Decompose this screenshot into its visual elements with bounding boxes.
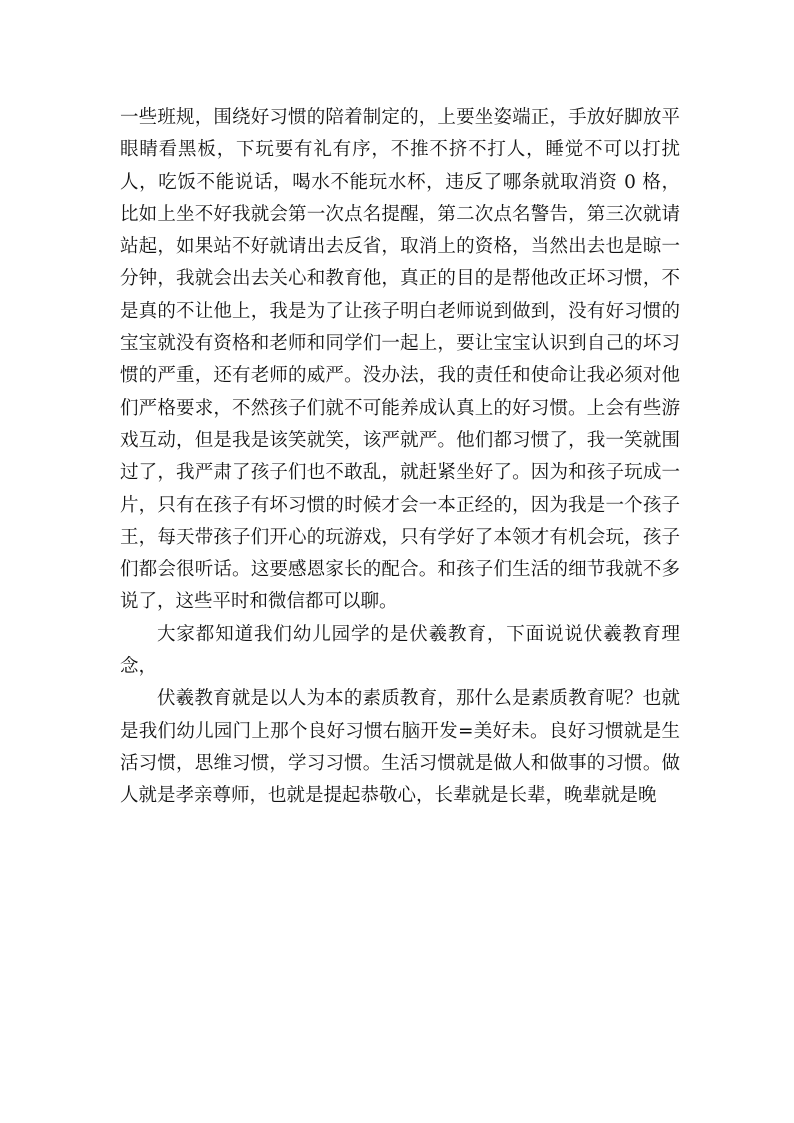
paragraph-2: 大家都知道我们幼儿园学的是伏羲教育，下面说说伏羲教育理念，	[120, 623, 680, 678]
paragraph-1: 一些班规，围绕好习惯的陪着制定的，上要坐姿端正，手放好脚放平眼睛看黑板，下玩要有礼有序，不推不挤不打人，睡觉不可以打扰人，吃饭不能说话，喝水不能玩水杯，违反了哪条就取消资 0 格，比如上坐不好我就会第一次点名提醒，第二次点名警告，第三次就请站起，如果站不好就请出去反省，取消上的资格，当然出去也是晾一分钟，我就会出去关心和教育他，真正的目的是帮他改正坏习惯，不是真的不让他上，我是为了让孩子明白老师说到做到，没有好习惯的宝宝就没有资格和老师和同学们一起上，要让宝宝认识到自己的坏习惯的严重，还有老师的威严。没办法，我的责任和使命让我必须对他们严格要求，不然孩子们就不可能养成认真上的好习惯。上会有些游戏互动，但是我是该笑就笑，该严就严。他们都习惯了，我一笑就围过了，我严肃了孩子们也不敢乱，就赶紧坐好了。因为和孩子玩成一片，只有在孩子有坏习惯的时候才会一本正经的，因为我是一个孩子王，每天带孩子们开心的玩游戏，只有学好了本领才有机会玩，孩子们都会很听话。这要感恩家长的配合。和孩子们生活的细节我就不多说了，这些平时和微信都可以聊。	[120, 107, 680, 613]
paragraph-3: 伏羲教育就是以人为本的素质教育，那什么是素质教育呢？也就是我们幼儿园门上那个良好习惯右脑开发=美好未。良好习惯就是生活习惯，思维习惯，学习习惯。生活习惯就是做人和做事的习惯。做人就是孝亲尊师，也就是提起恭敬心，长辈就是长辈，晚辈就是晚	[120, 688, 680, 807]
document-body	[120, 102, 680, 813]
